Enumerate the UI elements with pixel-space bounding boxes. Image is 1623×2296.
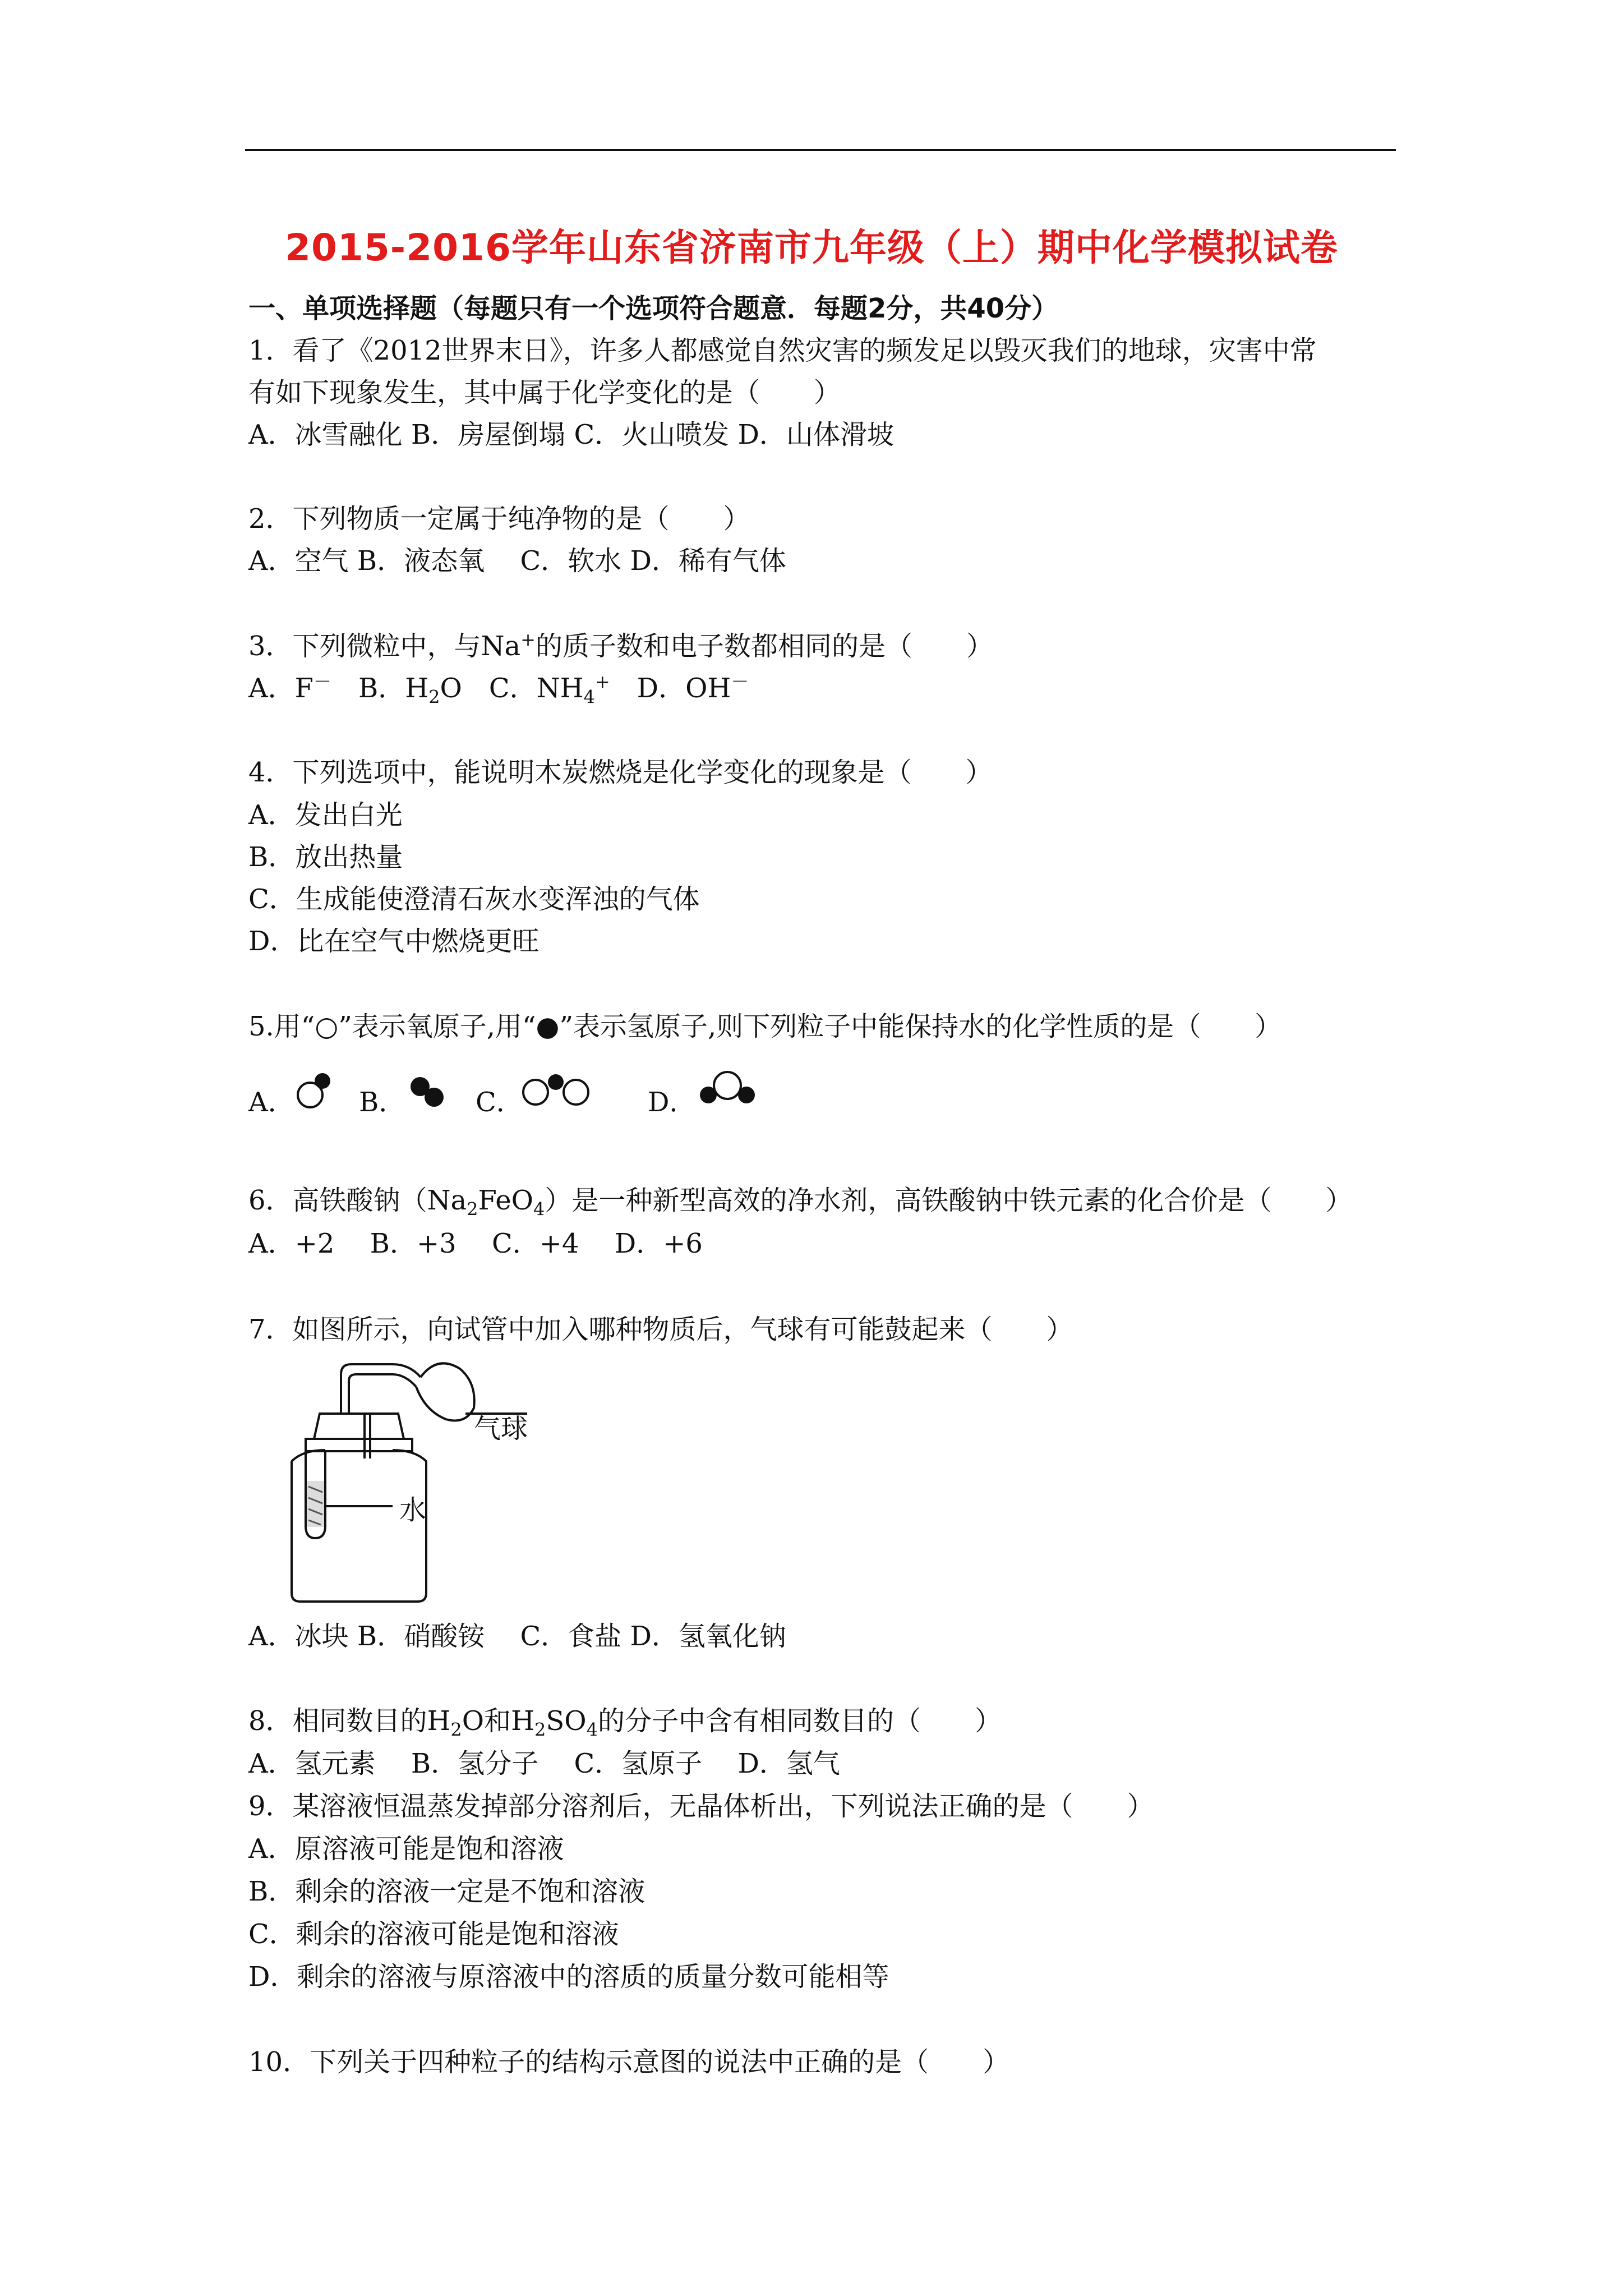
header-rule: [245, 149, 1396, 151]
q4-option-b: B．放出热量: [248, 841, 403, 873]
q5-stem: 5.用“○”表示氧原子,用“●”表示氢原子,则下列粒子中能保持水的化学性质的是（ ）: [248, 1011, 1282, 1042]
balloon-label: 气球: [474, 1413, 528, 1444]
q1-options: A．冰雪融化 B．房屋倒塌 C．火山喷发 D．山体滑坡: [248, 419, 894, 450]
q6-options: A．+2 B．+3 C．+4 D．+6: [248, 1228, 703, 1259]
molecule-c-figure: [519, 1069, 603, 1114]
q7-stem: 7．如图所示，向试管中加入哪种物质后，气球有可能鼓起来（ ）: [248, 1314, 1073, 1345]
q5-label-d: D．: [648, 1087, 697, 1118]
q7-options: A．冰块 B．硝酸铵 C．食盐 D．氢氧化钠: [248, 1621, 786, 1652]
q4-stem: 4．下列选项中，能说明木炭燃烧是化学变化的现象是（ ）: [248, 757, 993, 788]
q6-stem: 6．高铁酸钠$(Na_2FeO_4)$是一种新型高效的净水剂，高铁酸钠中铁元素的化合价是（ ）: [248, 1185, 1353, 1220]
q9-option-c: C．剩余的溶液可能是饱和溶液: [248, 1918, 619, 1950]
q2-stem: 2．下列物质一定属于纯净物的是（ ）: [248, 503, 750, 535]
molecule-a-figure: [292, 1069, 336, 1114]
q3-options: A．F－ B．$H_2O$ C．$NH_4^+$ D．OH－: [248, 671, 749, 708]
q9-option-b: B．剩余的溶液一定是不饱和溶液: [248, 1876, 645, 1907]
q3-stem: 3．下列微粒中，与Na+的质子数和电子数都相同的是（ ）: [248, 629, 993, 662]
molecule-d-figure: [693, 1066, 766, 1111]
q1-stem-line1: 1．看了《2012世界末日》，许多人都感觉自然灾害的频发足以毁灭我们的地球，灾害中常: [248, 335, 1317, 366]
q5-label-a: A．: [248, 1087, 295, 1118]
q9-stem: 9．某溶液恒温蒸发掉部分溶剂后，无晶体析出，下列说法正确的是（ ）: [248, 1791, 1154, 1822]
molecule-b-figure: [407, 1073, 451, 1112]
q4-option-d: D．比在空气中燃烧更旺: [248, 926, 540, 957]
q2-options: A．空气 B．液态氧 C．软水 D．稀有气体: [248, 545, 786, 577]
balloon-apparatus-figure: [280, 1358, 527, 1610]
q1-stem-line2: 有如下现象发生，其中属于化学变化的是（ ）: [248, 377, 841, 408]
q8-stem: 8．相同数目的$H_2O$和$H_2SO_4$的分子中含有相同数目的（ ）: [248, 1705, 1002, 1741]
q9-option-d: D．剩余的溶液与原溶液中的溶质的质量分数可能相等: [248, 1961, 889, 1993]
q4-option-a: A．发出白光: [248, 799, 403, 831]
q9-option-a: A．原溶液可能是饱和溶液: [248, 1833, 564, 1865]
q8-options: A．氢元素 B．氢分子 C．氢原子 D．氢气: [248, 1748, 840, 1779]
page-title: 2015-2016学年山东省济南市九年级（上）期中化学模拟试卷: [285, 226, 1338, 269]
water-label: 水: [399, 1494, 427, 1526]
q5-label-c: C．: [476, 1087, 523, 1118]
section-heading: 一、单项选择题（每题只有一个选项符合题意．每题2分，共40分）: [248, 293, 1059, 324]
q5-label-b: B．: [359, 1087, 406, 1118]
q4-option-c: C．生成能使澄清石灰水变浑浊的气体: [248, 884, 700, 915]
q10-stem: 10．下列关于四种粒子的结构示意图的说法中正确的是（ ）: [248, 2046, 1010, 2078]
